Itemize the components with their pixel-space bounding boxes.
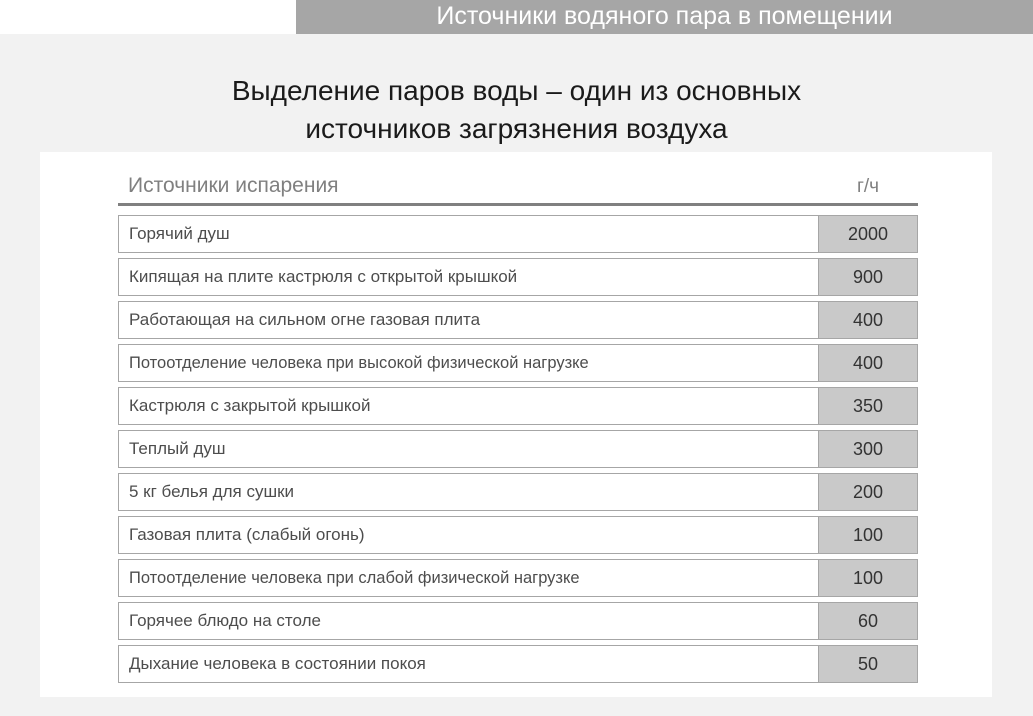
row-label: Теплый душ [118,430,818,468]
page-title-line-2: источников загрязнения воздуха [305,113,728,144]
table-body [118,215,918,683]
row-value: 350 [818,387,918,425]
row-label: Кастрюля с закрытой крышкой [118,387,818,425]
row-label: Работающая на сильном огне газовая плита [118,301,818,339]
row-value: 300 [818,430,918,468]
row-value: 60 [818,602,918,640]
page-title-line-1: Выделение паров воды – один из основных [231,75,802,106]
table-row [118,344,918,382]
column-header-unit: г/ч [856,176,880,197]
table-row [118,473,918,511]
table-row [118,258,918,296]
table-row [118,516,918,554]
data-table [118,162,918,688]
row-label: Потоотделение человека при слабой физической нагрузке [118,559,818,597]
slide-header-title: Источники водяного пара в помещении [436,2,893,30]
data-table-card [40,152,992,697]
row-label: Газовая плита (слабый огонь) [118,516,818,554]
row-value: 200 [818,473,918,511]
table-row [118,645,918,683]
row-value: 100 [818,559,918,597]
page-title [60,72,973,148]
header-bar [296,0,1033,34]
row-value: 400 [818,344,918,382]
table-row [118,602,918,640]
row-value: 100 [818,516,918,554]
table-row [118,559,918,597]
row-value: 400 [818,301,918,339]
row-value: 50 [818,645,918,683]
row-label: Потоотделение человека при высокой физической нагрузке [118,344,818,382]
row-label: 5 кг белья для сушки [118,473,818,511]
row-label: Горячее блюдо на столе [118,602,818,640]
row-value: 2000 [818,215,918,253]
row-value: 900 [818,258,918,296]
table-row [118,215,918,253]
table-row [118,387,918,425]
header-band [0,0,1033,34]
row-label: Кипящая на плите кастрюля с открытой крышкой [118,258,818,296]
table-row [118,301,918,339]
column-header-source: Источники испарения [128,174,339,197]
row-label: Дыхание человека в состоянии покоя [118,645,818,683]
table-row [118,430,918,468]
table-header-row [118,162,918,206]
row-label: Горячий душ [118,215,818,253]
